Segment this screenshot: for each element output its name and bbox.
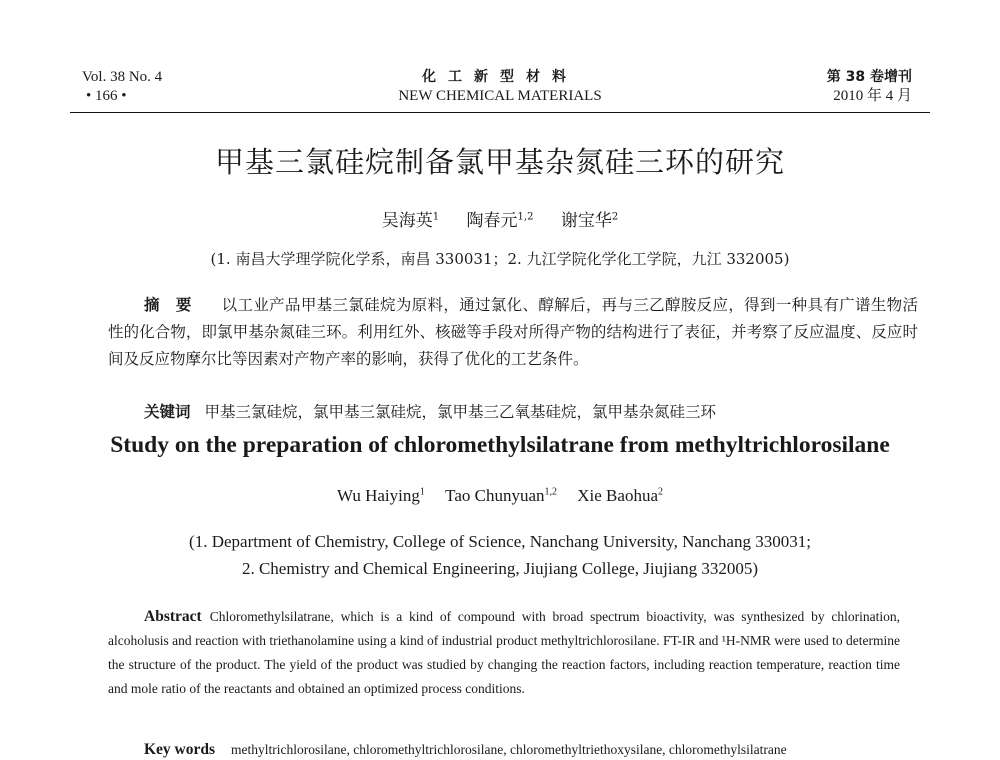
author-en: Wu Haiying$^1$: [336, 486, 425, 505]
keywords-text-cn: 甲基三氯硅烷，氯甲基三氯硅烷，氯甲基三乙氧基硅烷，氯甲基杂氮硅三环: [204, 403, 717, 421]
page-number: • 166 •: [86, 88, 127, 104]
abstract-label-en: Abstract: [144, 608, 202, 625]
abstract-text-en: Chloromethylsilatrane, which is a kind of compound with broad spectrum bioactivity, was synthesized by chlorination, alcoholusis and reaction with triethanolamine using a kind of industrial product methyltrichlorosilane. FT-IR and ¹H-NMR were used to determine the structure of the product. The yield of the product was studied by changing the reaction factors, including reaction temperature, reaction time and mole ratio of the reactants and obtained an optimized process conditions.: [108, 609, 900, 696]
date-cn: 2010 年 4 月: [833, 88, 912, 104]
abstract-label-cn: 摘要: [144, 296, 208, 314]
journal-name-en: NEW CHEMICAL MATERIALS: [398, 88, 602, 104]
volume-number: Vol. 38 No. 4: [82, 69, 163, 85]
title-cn: 甲基三氯硅烷制备氯甲基杂氮硅三环的研究: [214, 145, 785, 179]
authors-en: [0, 486, 1000, 506]
abstract-text-cn: 以工业产品甲基三氯硅烷为原料，通过氯化、醇解后，再与三乙醇胺反应，得到一种具有广谱生物活性的化合物，即氯甲基杂氮硅三环。利用红外、核磁等手段对所得产物的结构进行了表征，并考察了反应温度、反应时间及反应物摩尔比等因素对产物产率的影响，获得了优化的工艺条件。: [108, 296, 918, 368]
authors-cn: [0, 206, 1000, 231]
author-en: Xie Baohua$^2$: [577, 486, 663, 505]
keywords-label-en: Key words: [144, 741, 216, 758]
keywords-text-en: methyltrichlorosilane, chloromethyltrichlorosilane, chloromethyltriethoxysilane, chloromethylsilatrane: [231, 742, 787, 757]
keywords-cn: [144, 400, 716, 422]
affiliation-en-2: 2. Chemistry and Chemical Engineering, Jiujiang College, Jiujiang 332005): [241, 559, 759, 578]
header-right: [827, 68, 912, 106]
affiliation-en-1: (1. Department of Chemistry, College of Science, Nanchang University, Nanchang 330031;: [189, 532, 811, 551]
affiliation-cn: (1. 南昌大学理学院化学系，南昌 330031；2. 九江学院化学化工学院，九江 332005): [210, 250, 790, 268]
header-rule: [70, 112, 930, 113]
abstract-cn: [108, 292, 918, 373]
keywords-label-cn: 关键词: [144, 403, 191, 421]
author-en: Tao Chunyuan$^{1,2}$: [445, 486, 558, 505]
abstract-en: [108, 605, 900, 701]
title-en: Study on the preparation of chloromethylsilatrane from methyltrichlorosilane: [110, 432, 890, 458]
author-cn: 陶春元$^{1,2}$: [466, 211, 534, 231]
keywords-en: [144, 741, 787, 759]
issue-cn: 第 38 卷增刊: [826, 69, 912, 85]
author-cn: 谢宝华$^2$: [560, 211, 619, 231]
journal-name-cn: 化工新型材料: [422, 69, 578, 85]
author-cn: 吴海英$^1$: [381, 211, 440, 231]
